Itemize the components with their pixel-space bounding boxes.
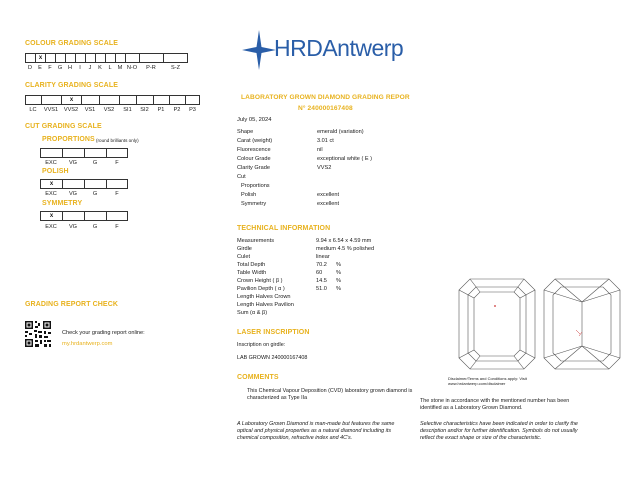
laser-title: LASER INSCRIPTION [237, 329, 310, 336]
clarity-grade: VVS1 [43, 107, 59, 113]
proportions-scale-labels [40, 160, 128, 166]
clarity-marker: x [62, 96, 82, 104]
report-heading: LABORATORY GROWN DIAMOND GRADING REPOR [241, 94, 410, 101]
symmetry-label: SYMMETRY [42, 200, 83, 207]
logo-antwerp: Antwerp [322, 35, 404, 61]
laser-label: Inscription on girdle: [237, 342, 286, 348]
report-field-row: Symmetry excellent [241, 201, 340, 207]
colour-grade: N-O [126, 65, 138, 71]
colour-scale-boxes [25, 53, 188, 63]
comments-line: characterized as Type IIa [247, 395, 308, 401]
colour-grade: L [108, 65, 112, 71]
colour-scale-labels [25, 65, 188, 71]
clarity-grade: P1 [157, 107, 165, 113]
report-field-row: Fluorescence nil [237, 147, 323, 153]
clarity-grade: P2 [173, 107, 181, 113]
cut-grading-title: CUT GRADING SCALE [25, 123, 102, 130]
clarity-grade: P3 [189, 107, 196, 113]
technical-row: Measurements 9.94 x 6.54 x 4.59 mm [237, 238, 372, 244]
footer-left-line: A Laboratory Grown Diamond is man-made but features the same [237, 421, 395, 427]
colour-grade: H [67, 65, 73, 71]
footer-left-line: chemical composition, refractive index and 4C's. [237, 435, 353, 441]
polish-scale-labels [40, 191, 128, 197]
cut-grade: EXC [45, 160, 57, 166]
statement-line: The stone in accordance with the mentioned number has been [420, 398, 570, 404]
clarity-grade: VS2 [103, 107, 115, 113]
cut-grade: EXC [45, 224, 57, 230]
report-number: N° 240000167408 [298, 105, 353, 112]
colour-grade: E [38, 65, 42, 71]
footer-right-line: reflect the exact shape or size of the characteristic. [420, 435, 542, 441]
technical-row: Girdle medium 4.5 % polished [237, 246, 375, 252]
report-field-row: Clarity Grade VVS2 [237, 165, 332, 171]
pavilion-plot-diagram [543, 278, 621, 370]
comments-line: This Chemical Vapour Deposition (CVD) laboratory grown diamond is [247, 388, 413, 394]
cut-grade: G [92, 160, 98, 166]
clarity-scale-boxes [25, 95, 200, 105]
colour-grade: S-Z [170, 65, 180, 71]
proportions-label: PROPORTIONS [42, 136, 95, 143]
technical-row: Length Halves Crown [237, 294, 291, 300]
disclaimer-link[interactable]: www.hrdantwerp.com/disclaimer [448, 381, 506, 386]
technical-row: Length Halves Pavilion [237, 302, 294, 308]
colour-grade: K [98, 65, 102, 71]
report-field-row: Shape emerald (variation) [237, 129, 364, 135]
qr-code-icon[interactable] [24, 320, 52, 348]
technical-row: Pavilion Depth ( α ) 51.0 % [237, 286, 341, 292]
cut-grade: EXC [45, 191, 57, 197]
proportions-scale-boxes [40, 148, 128, 158]
cut-grade: F [115, 224, 119, 230]
crown-plot-diagram [458, 278, 536, 370]
cut-grade: VG [68, 191, 78, 197]
technical-row: Sum (α & β) [237, 310, 268, 316]
colour-grade: P-R [146, 65, 156, 71]
symmetry-marker: x [41, 212, 63, 220]
clarity-grade: VVS2 [63, 107, 79, 113]
report-field-row: Cut [237, 174, 246, 180]
cut-grade: F [115, 160, 119, 166]
cut-grade: G [92, 224, 98, 230]
footer-right-line: Selective characteristics have been indicated in order to clarify the [420, 421, 578, 427]
colour-grade: F [48, 65, 52, 71]
comments-title: COMMENTS [237, 374, 279, 381]
report-check-title: GRADING REPORT CHECK [25, 301, 119, 308]
footer-right-line: description and/or for further identification. Symbols do not usually [420, 428, 578, 434]
technical-title: TECHNICAL INFORMATION [237, 225, 331, 232]
brand-logo [274, 35, 403, 62]
report-date: July 05, 2024 [237, 117, 272, 123]
report-check-text: Check your grading report online: [62, 330, 145, 336]
symmetry-scale-boxes [40, 211, 128, 221]
footer-left-line: optical and physical properties as a natural diamond including its [237, 428, 392, 434]
symmetry-scale-labels [40, 224, 128, 230]
disclaimer-line: Disclaimer/Terms and Conditions apply: Visit [448, 376, 527, 381]
report-field-row: Polish excellent [241, 192, 340, 198]
clarity-grade: LC [29, 107, 37, 113]
laser-value: LAB GROWN 240000167408 [237, 355, 308, 361]
polish-marker: x [41, 180, 63, 188]
technical-row: Total Depth 70.2 % [237, 262, 341, 268]
report-check-link[interactable]: my.hrdantwerp.com [62, 341, 113, 347]
colour-grading-title: COLOUR GRADING SCALE [25, 40, 118, 47]
report-field-row: Carat (weight) 3.01 ct [237, 138, 334, 144]
colour-grade: D [27, 65, 33, 71]
colour-grade: I [79, 65, 81, 71]
clarity-scale-labels [25, 107, 200, 113]
report-field-row: Proportions [241, 183, 270, 189]
star-logo-icon [242, 30, 276, 70]
clarity-grade: VS1 [84, 107, 96, 113]
clarity-grade: SI1 [123, 107, 132, 113]
logo-hrd: HRD [274, 35, 323, 61]
report-field-row: Colour Grade exceptional white ( E ) [237, 156, 373, 162]
technical-row: Culet linear [237, 254, 330, 260]
cut-grade: F [115, 191, 119, 197]
polish-label: POLISH [42, 168, 69, 175]
cut-grade: VG [68, 160, 78, 166]
technical-row: Crown Height ( β ) 14.5 % [237, 278, 341, 284]
cut-grade: G [92, 191, 98, 197]
clarity-grade: SI2 [140, 107, 149, 113]
cut-grade: VG [68, 224, 78, 230]
colour-marker: x [36, 54, 46, 62]
colour-grade: G [57, 65, 63, 71]
clarity-grading-title: CLARITY GRADING SCALE [25, 82, 118, 89]
colour-grade: M [117, 65, 123, 71]
statement-line: identified as a Laboratory Grown Diamond. [420, 405, 523, 411]
polish-scale-boxes [40, 179, 128, 189]
proportions-note: (round brilliants only) [96, 138, 139, 143]
colour-grade: J [88, 65, 92, 71]
technical-row: Table Width 60 % [237, 270, 341, 276]
